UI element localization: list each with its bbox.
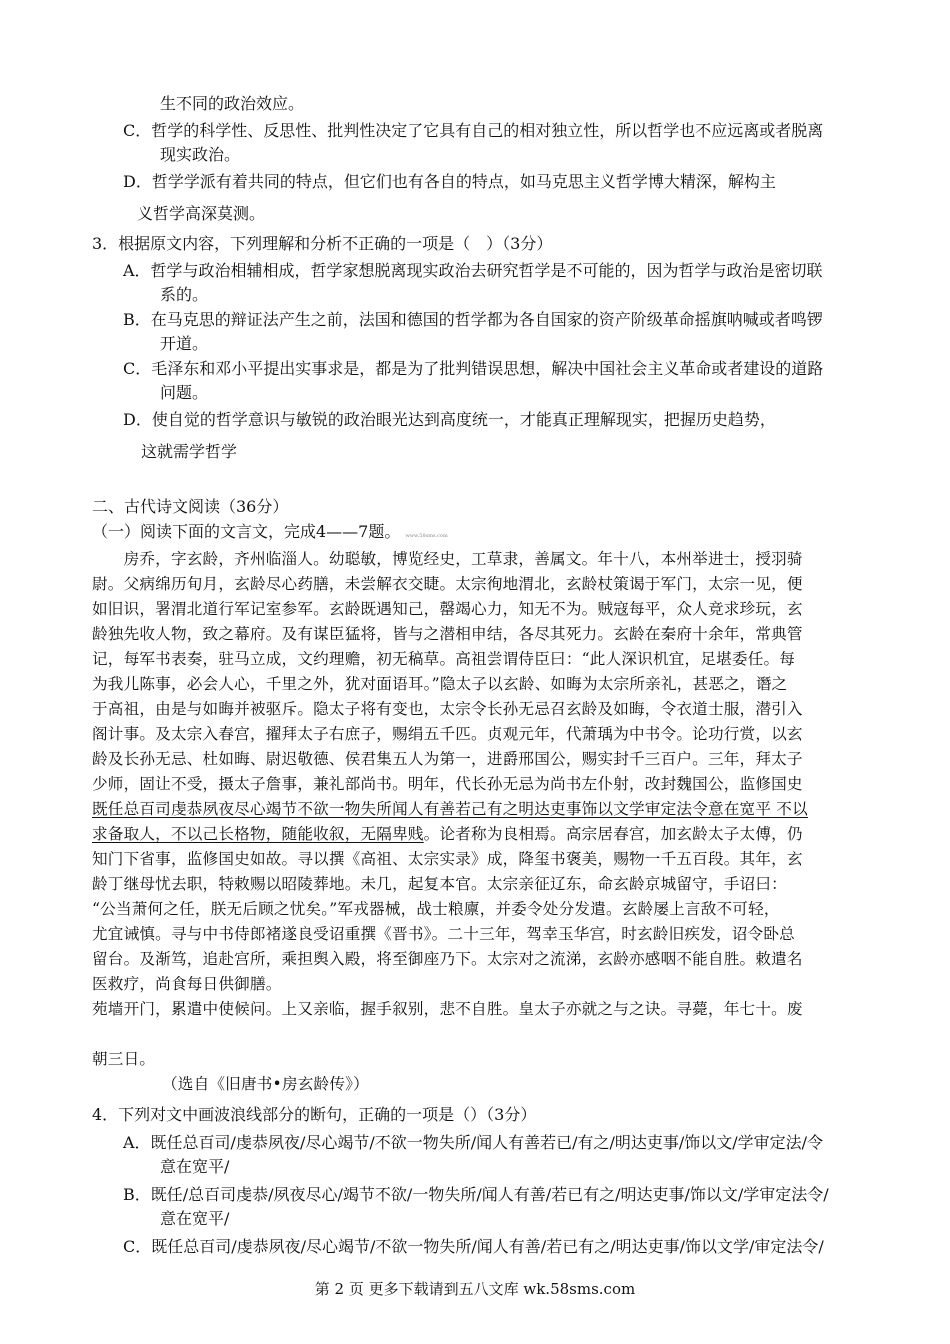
q3-stem: 3．根据原文内容，下列理解和分析不正确的一项是（ ）（3分） <box>92 234 553 253</box>
subsection-heading <box>92 522 448 546</box>
passage-line: 如旧识，署渭北道行军记室参军。玄龄既遇知己，罄竭心力，知无不为。贼寇每平，众人竞求珍玩，玄 <box>92 600 803 618</box>
straight-underline-text: 不以 <box>771 800 808 818</box>
q2-option-c: C．哲学的科学性、反思性、批判性决定了它具有自己的相对独立性，所以哲学也不应远离或者脱离 <box>123 121 824 140</box>
passage-line: 记，每军书表奏，驻马立成，文约理赡，初无稿草。高祖尝谓侍臣曰：“此人深识机宜，足堪委任。每 <box>92 650 796 668</box>
passage-line: 留台。及渐笃，追赴宫所，乘担舆入殿，将至御座乃下。太宗对之流涕，玄龄亦感咽不能自胜。敕遣名 <box>92 950 803 968</box>
q3-option-d: D．使自觉的哲学意识与敏锐的政治眼光达到高度统一，才能真正理解现实，把握历史趋势， <box>123 410 776 429</box>
passage-line: 于高祖，由是与如晦并被驱斥。隐太子将有变也，太宗令长孙无忌召玄龄及如晦，令衣道士服，潜引入 <box>92 700 803 718</box>
q2-option-c-cont: 现实政治。 <box>160 145 241 164</box>
watermark-text: www.58sms.com <box>405 533 448 539</box>
straight-underline-text: 求备取人，不以己长格物，随能收叙，无隔卑贱 <box>92 825 424 843</box>
passage-line-wavy <box>92 799 858 819</box>
page-footer: 第 2 页 更多下载请到五八文库 wk.58sms.com <box>314 1280 636 1298</box>
q3-option-c-cont: 问题。 <box>160 383 209 402</box>
passage-line: 龄及长孙无忌、杜如晦、尉迟敬德、侯君集五人为第一，进爵邢国公，赐实封千三百户。三年，拜太子 <box>92 750 803 768</box>
passage-line <box>92 1074 858 1094</box>
q3-option-d-cont: 这就需学哲学 <box>141 442 238 461</box>
q4-option-a-cont: 意在宽平/ <box>160 1157 230 1176</box>
q4-option-c: C．既任总百司/虔恭夙夜/尽心竭节/不欲一物失所/闻人有善/若已有之/明达吏事/饰以文学/审定法令/ <box>123 1237 824 1256</box>
passage-line: 房乔，字玄龄，齐州临淄人。幼聪敏，博览经史，工草隶，善属文。年十八，本州举进士，授羽骑 <box>92 550 803 568</box>
passage-line: 龄独先收人物，致之幕府。及有谋臣猛将，皆与之潜相申结，各尽其死力。玄龄在秦府十余年，常典管 <box>92 625 803 643</box>
passage-line: 知门下省事，监修国史如故。寻以撰《高祖、太宗实录》成，降玺书褒美，赐物一千五百段。其年，玄 <box>92 850 803 868</box>
passage-line: 少师，固让不受，摄太子詹事，兼礼部尚书。明年，代长孙无忌为尚书左仆射，改封魏国公，监修国史 <box>92 775 803 793</box>
section-heading: 二、古代诗文阅读（36分） <box>92 497 289 516</box>
q3-option-b: B．在马克思的辩证法产生之前，法国和德国的哲学都为各自国家的资产阶级革命摇旗呐喊或者鸣锣 <box>123 310 823 329</box>
q4-option-b-cont: 意在宽平/ <box>160 1209 230 1228</box>
passage-line: “公当萧何之任，朕无后顾之忧矣。”军戎器械，战士粮廪，并委令处分发遣。玄龄屡上言敌不可轻， <box>92 900 780 918</box>
q4-option-a: A．既任总百司/虔恭夙夜/尽心竭节/不欲一物失所/闻人有善若已/有之/明达吏事/饰以文/学审定法/令 <box>123 1133 824 1152</box>
q2-b-cont: 生不同的政治效应。 <box>160 94 305 113</box>
q3-option-a: A．哲学与政治相辅相成，哲学家想脱离现实政治去研究哲学是不可能的，因为哲学与政治是密切联 <box>123 261 823 280</box>
passage-line: 尉。父病绵历旬月，玄龄尽心药膳，未尝解衣交睫。太宗徇地渭北，玄龄杖策谒于军门，太宗一见，便 <box>92 575 803 593</box>
passage-line: 医救疗，尚食每日供御膳。 <box>92 975 282 993</box>
wavy-underline-text: 既任总百司虔恭夙夜尽心竭节不欲一物失所闻人有善若己有之明达吏事饰以文学审定法令意在宽平 <box>92 800 772 818</box>
passage-line: 朝三日。 <box>92 1050 156 1068</box>
passage-line: 阁计事。及太宗入春宫，擢拜太子右庶子，赐绢五千匹。贞观元年，代萧瑀为中书令。论功行赏，以玄 <box>92 725 803 743</box>
q3-option-c: C．毛泽东和邓小平提出实事求是，都是为了批判错误思想，解决中国社会主义革命或者建设的道路 <box>123 359 824 378</box>
passage-line <box>92 824 858 844</box>
passage-line: 苑墙开门，累遣中使候问。上又亲临，握手叙别，悲不自胜。皇太子亦就之与之诀。寻薨，年七十。废 <box>92 1000 803 1018</box>
q3-option-a-cont: 系的。 <box>160 285 209 304</box>
q4-stem: 4．下列对文中画波浪线部分的断句，正确的一项是（）（3分） <box>92 1105 537 1124</box>
q3-option-b-cont: 开道。 <box>160 334 209 353</box>
passage-line: 龄丁继母忧去职，特敕赐以昭陵葬地。未几，起复本官。太宗亲征辽东，命玄龄京城留守，手诏曰： <box>92 875 787 893</box>
q2-option-d-cont: 义哲学高深莫测。 <box>137 204 266 223</box>
q4-option-b: B．既任/总百司虔恭/夙夜尽心/竭节不欲/一物失所/闻人有善/若已有之/明达吏事/饰以文/学审定法令/ <box>123 1185 829 1204</box>
q2-option-d: D．哲学学派有着共同的特点，但它们也有各自的特点，如马克思主义哲学博大精深，解构主 <box>123 172 776 191</box>
subsection-text: （一）阅读下面的文言文，完成4——7题。 <box>92 522 401 541</box>
passage-line: 为我儿陈事，必会人心，千里之外，犹对面语耳。”隐太子以玄龄、如晦为太宗所亲礼，甚恶之，谮之 <box>92 675 788 693</box>
passage-source: （选自《旧唐书•房玄龄传》） <box>162 1075 369 1093</box>
plain-text: 。论者称为良相焉。高宗居春宫，加玄龄太子太傅，仍 <box>423 825 803 843</box>
passage-line: 尤宜诫慎。寻与中书侍郎褚遂良受诏重撰《晋书》。二十三年，驾幸玉华宫，时玄龄旧疾发，诏令卧总 <box>92 925 795 943</box>
